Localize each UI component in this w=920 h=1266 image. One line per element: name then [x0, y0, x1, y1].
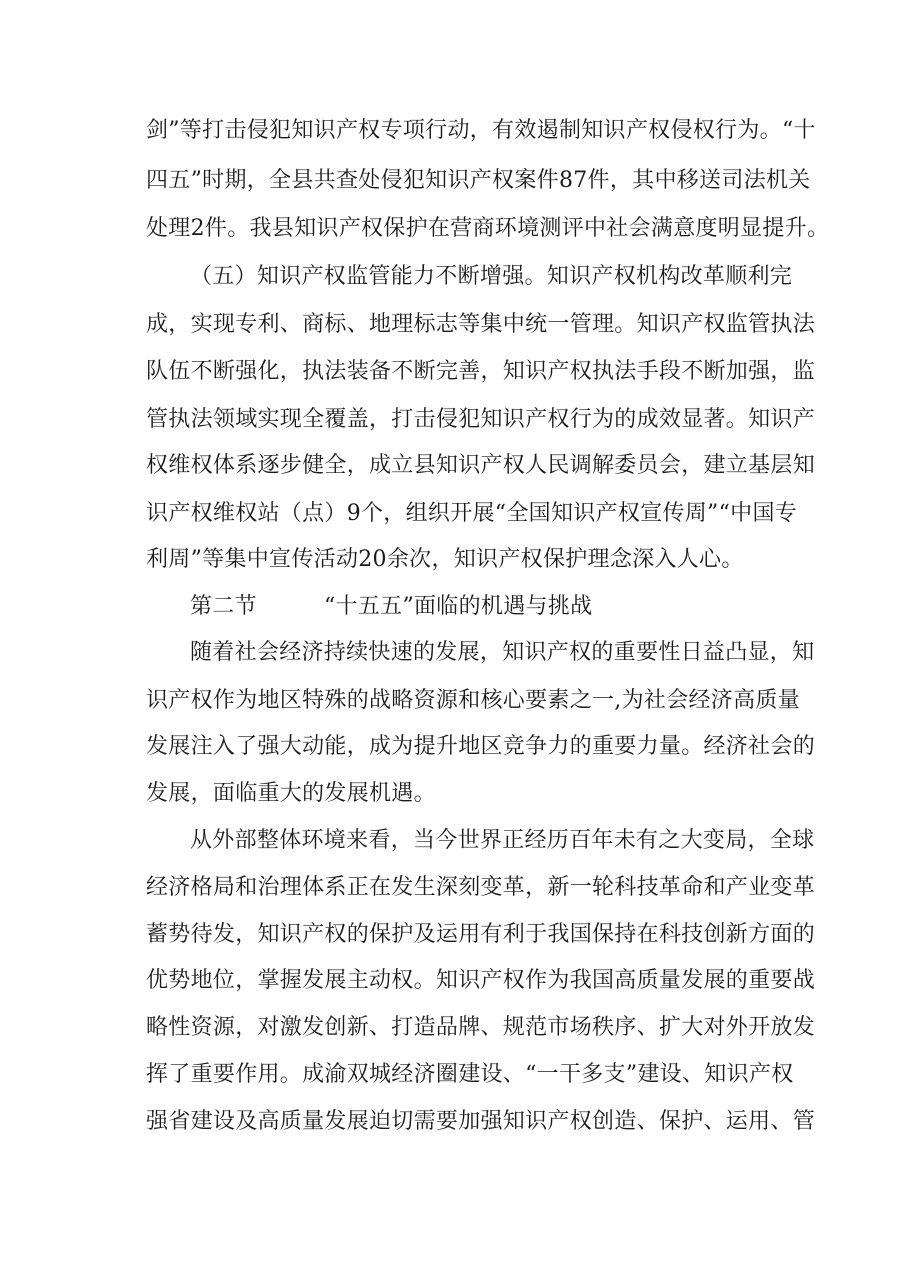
- paragraph-line: 略性资源，对激发创新、打造品牌、规范市场秩序、扩大对外开放发: [146, 1015, 816, 1040]
- paragraph-line: 从外部整体环境来看，当今世界正经历百年未有之大变局，全球: [190, 828, 815, 853]
- paragraph-line: 管执法领域实现全覆盖，打击侵犯知识产权行为的成效显著。知识产: [146, 407, 816, 432]
- paragraph-line: 识产权维权站（点）9个，组织开展“全国知识产权宣传周”“中国专: [146, 501, 798, 526]
- paragraph-line: 蓄势待发，知识产权的保护及运用有利于我国保持在科技创新方面的: [146, 922, 816, 947]
- paragraph-line: 权维权体系逐步健全，成立县知识产权人民调解委员会，建立基层知: [146, 453, 816, 478]
- paragraph-line: 随着社会经济持续快速的发展，知识产权的重要性日益凸显，知: [190, 640, 815, 665]
- paragraph-line: 发展注入了强大动能，成为提升地区竞争力的重要力量。经济社会的: [146, 734, 816, 759]
- paragraph-line: 利周”等集中宣传活动20余次，知识产权保护理念深入人心。: [146, 547, 744, 572]
- paragraph-line: （五）知识产权监管能力不断增强。知识产权机构改革顺利完: [190, 264, 793, 289]
- paragraph-line: 发展，面临重大的发展机遇。: [146, 781, 436, 806]
- paragraph-line: 优势地位，掌握发展主动权。知识产权作为我国高质量发展的重要战: [146, 968, 816, 993]
- paragraph-line: 处理2件。我县知识产权保护在营商环境测评中社会满意度明显提升。: [146, 216, 830, 241]
- section-number: 第二节: [190, 594, 257, 619]
- paragraph-line: 四五”时期，全县共查处侵犯知识产权案件87件，其中移送司法机关: [146, 168, 811, 193]
- paragraph-line: 成，实现专利、商标、地理标志等集中统一管理。知识产权监管执法: [146, 312, 816, 337]
- paragraph-line: 剑”等打击侵犯知识产权专项行动，有效遏制知识产权侵权行为。“十: [146, 118, 816, 143]
- paragraph-line: 强省建设及高质量发展迫切需要加强知识产权创造、保护、运用、管: [146, 1109, 816, 1134]
- paragraph-line: 队伍不断强化，执法装备不断完善，知识产权执法手段不断加强，监: [146, 359, 816, 384]
- paragraph-line: 挥了重要作用。成渝双城经济圈建设、“一干多支”建设、知识产权: [146, 1062, 794, 1087]
- paragraph-line: 识产权作为地区特殊的战略资源和核心要素之一,为社会经济高质量: [146, 688, 800, 713]
- section-title: “十五五”面临的机遇与挑战: [324, 594, 593, 619]
- paragraph-line: 经济格局和治理体系正在发生深刻变革，新一轮科技革命和产业变革: [146, 875, 816, 900]
- section-heading: [0, 592, 920, 622]
